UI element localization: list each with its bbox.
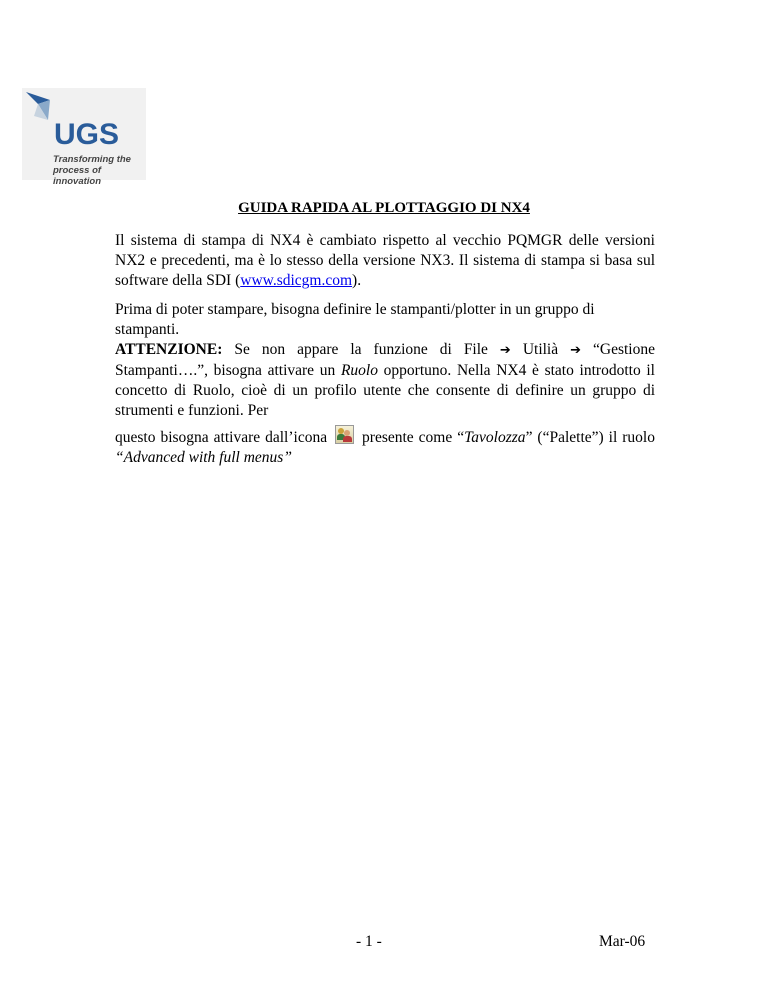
- attention-text: Se non appare la funzione di File: [222, 341, 500, 358]
- attention-text: “Gestione Stampanti….”, bisogna attivare un: [115, 341, 655, 379]
- page-title: GUIDA RAPIDA AL PLOTTAGGIO DI NX4: [238, 200, 530, 216]
- icon-line: [115, 425, 655, 448]
- attention-block: [115, 340, 655, 421]
- role-palette-icon: [335, 425, 354, 444]
- page-number: - 1 -: [356, 933, 382, 950]
- icon-line-text: questo bisogna attivare dall’icona: [115, 429, 328, 446]
- tavolozza-word: Tavolozza: [464, 429, 526, 446]
- logo-brand: UGS: [54, 118, 120, 151]
- attention-label: ATTENZIONE:: [115, 341, 223, 358]
- arrow-right-icon: ➔: [570, 343, 582, 358]
- intro-text: Il sistema di stampa di NX4 è cambiato rispetto al vecchio PQMGR delle versioni NX2 e precedenti, ma è lo stesso della versione NX3. Il sistema di stampa si basa sul software della SDI (: [115, 232, 655, 289]
- instruction-line: Prima di poter stampare, bisogna definire le stampanti/plotter in un gruppo di stampanti.: [115, 301, 595, 338]
- intro-text-end: ).: [352, 272, 362, 289]
- arrow-right-icon: ➔: [499, 343, 511, 358]
- attention-text: opportuno. Nella NX4 è stato introdotto il concetto di Ruolo, cioè di un profilo utente che consente di definire un gruppo di strumenti e funzioni. Per: [115, 362, 655, 419]
- logo-tagline: Transforming the process of innovation: [53, 154, 131, 187]
- ugs-logo-mark-icon: [24, 90, 58, 124]
- sdi-link[interactable]: www.sdicgm.com: [240, 272, 353, 289]
- footer-date: Mar-06: [599, 933, 646, 950]
- icon-line-text: presente come “: [362, 429, 465, 446]
- role-name-text: “Advanced with full menus”: [115, 449, 292, 466]
- role-name: [115, 448, 655, 468]
- instructions-paragraph: [115, 300, 655, 468]
- icon-line-text: ” (“Palette”) il ruolo: [525, 429, 655, 446]
- attention-text: Utilià: [510, 341, 571, 358]
- ugs-logo: [22, 88, 146, 187]
- role-word: Ruolo: [340, 362, 378, 379]
- intro-paragraph: [115, 231, 655, 291]
